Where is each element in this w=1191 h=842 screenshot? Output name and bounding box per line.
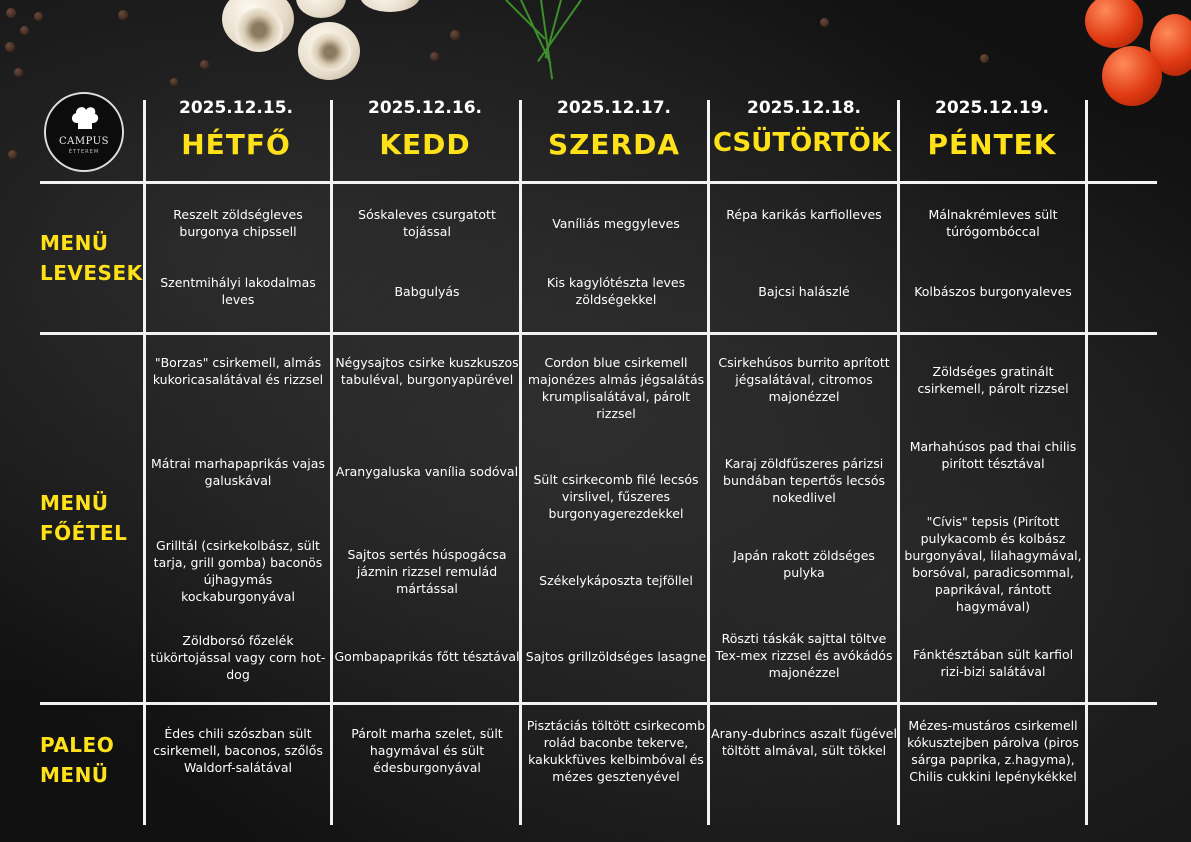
peppercorn-decoration (14, 68, 23, 77)
peppercorn-decoration (430, 52, 439, 61)
logo-name: CAMPUS (59, 136, 109, 147)
day-name: HÉTFŐ (181, 128, 291, 161)
campus-logo (44, 92, 124, 172)
soup-item: Málnakrémleves sült túrógombóccal (928, 207, 1058, 239)
peppercorn-decoration (820, 18, 829, 27)
day-name: PÉNTEK (927, 128, 1057, 161)
main-item: Zöldborsó főzelék tükörtojással vagy corn hot-dog (150, 633, 326, 682)
main-item: Sajtos sertés húspogácsa jázmin rizzsel remulád mártással (347, 547, 507, 596)
main-item: "Cívis" tepsis (Pirított pulykacomb és kolbász burgonyával, lilahagymával, borsóval, paradicsommal, paprikával, rántott hagymával) (904, 514, 1082, 614)
main-item: Négysajtos csirke kuszkuszos tabuléval, burgonyapürével (335, 355, 519, 387)
peppercorn-decoration (170, 78, 178, 86)
main-item: Cordon blue csirkemell majonézes almás jégsalátás krumplisalátával, párolt rizzsel (527, 355, 705, 421)
mushroom-cut-decoration (235, 8, 283, 52)
day-date: 2025.12.17. (556, 98, 671, 118)
chef-hat-icon (70, 105, 100, 131)
peppercorn-decoration (450, 30, 460, 40)
mushroom-decoration (296, 0, 346, 18)
main-item: Fánktésztában sült karfiol rizi-bizi salátával (912, 647, 1074, 679)
peppercorn-decoration (8, 150, 17, 159)
main-item: Székelykáposzta tejföllel (539, 573, 693, 588)
paleo-item: Arany-dubrincs aszalt fügével töltött almával, sült tökkel (711, 726, 897, 758)
main-item: Japán rakott zöldséges pulyka (733, 548, 875, 580)
paleo-item: Mézes-mustáros csirkemell kókusztejben párolva (piros sárga paprika, z.hagyma), Chilis cukkini lepénykékkel (907, 718, 1079, 784)
soup-item: Reszelt zöldségleves burgonya chipssell (173, 207, 303, 239)
main-item: Gombapaprikás főtt tésztával (334, 649, 520, 664)
main-item: Karaj zöldfűszeres párizsi bundában tepertős lecsós nokedlivel (723, 456, 885, 505)
peppercorn-decoration (200, 60, 209, 69)
soup-item: Bajcsi halászlé (758, 284, 850, 299)
grid-line (40, 702, 1157, 705)
tomato-decoration (1085, 0, 1143, 48)
day-date: 2025.12.19. (934, 98, 1049, 118)
mushroom-decoration (360, 0, 420, 12)
paleo-item: Pisztáciás töltött csirkecomb rolád baconbe tekerve, kakukkfüves kelbimbóval és mézes gesztenyével (526, 718, 706, 784)
main-item: Marhahúsos pad thai chilis pirított tésztával (909, 439, 1077, 471)
main-item: Grilltál (csirkekolbász, sült tarja, grill gomba) baconös újhagymás kockaburgonyával (153, 538, 323, 604)
main-item: Röszti táskák sajttal töltve Tex-mex rizzsel és avókádós majonézzel (715, 631, 893, 680)
main-item: Aranygaluska vanília sodóval (335, 464, 519, 479)
day-name: SZERDA (547, 128, 681, 161)
paleo-item: Párolt marha szelet, sült hagymával és sült édesburgonyával (351, 726, 503, 775)
day-date: 2025.12.18. (746, 98, 861, 118)
soup-item: Kolbászos burgonyaleves (914, 284, 1072, 299)
main-item: Sajtos grillzöldséges lasagne (525, 649, 707, 664)
grid-line (40, 181, 1157, 184)
main-item: Mátrai marhapaprikás vajas galuskával (151, 456, 325, 488)
dill-decoration (505, 0, 545, 40)
soup-item: Répa karikás karfiolleves (726, 207, 882, 222)
day-name: CSÜTÖRTÖK (712, 128, 892, 158)
day-date: 2025.12.16. (367, 98, 482, 118)
day-name: KEDD (379, 128, 471, 161)
tomato-decoration (1102, 46, 1162, 106)
peppercorn-decoration (6, 8, 16, 18)
grid-line (40, 332, 1157, 335)
logo-subtitle: ÉTTEREM (68, 149, 100, 155)
peppercorn-decoration (118, 10, 128, 20)
main-item: "Borzas" csirkemell, almás kukoricasalátával és rizzsel (152, 355, 324, 387)
peppercorn-decoration (20, 26, 29, 35)
day-date: 2025.12.15. (178, 98, 293, 118)
main-item: Csirkehúsos burrito aprított jégsalátával, citromos majonézzel (718, 355, 890, 404)
row-label-paleo: PALEO MENÜ (40, 733, 115, 787)
soup-item: Babgulyás (394, 284, 460, 299)
main-item: Zöldséges gratinált csirkemell, párolt rizzsel (917, 364, 1069, 396)
soup-item: Szentmihályi lakodalmas leves (160, 275, 316, 307)
peppercorn-decoration (980, 54, 989, 63)
soup-item: Kis kagylótészta leves zöldségekkel (546, 275, 686, 307)
main-item: Sült csirkecomb filé lecsós virslivel, fűszeres burgonyagerezdekkel (533, 472, 699, 521)
peppercorn-decoration (5, 42, 15, 52)
soup-item: Vaníliás meggyleves (552, 216, 680, 231)
paleo-item: Édes chili szószban sült csirkemell, baconos, szőlős Waldorf-salátával (153, 726, 323, 775)
peppercorn-decoration (34, 12, 43, 21)
soup-item: Sóskaleves csurgatott tojással (358, 207, 496, 239)
row-label-foetel: MENÜ FŐÉTEL (40, 491, 128, 545)
row-label-levesek: MENÜ LEVESEK (40, 231, 143, 285)
mushroom-cut-decoration (309, 33, 351, 71)
